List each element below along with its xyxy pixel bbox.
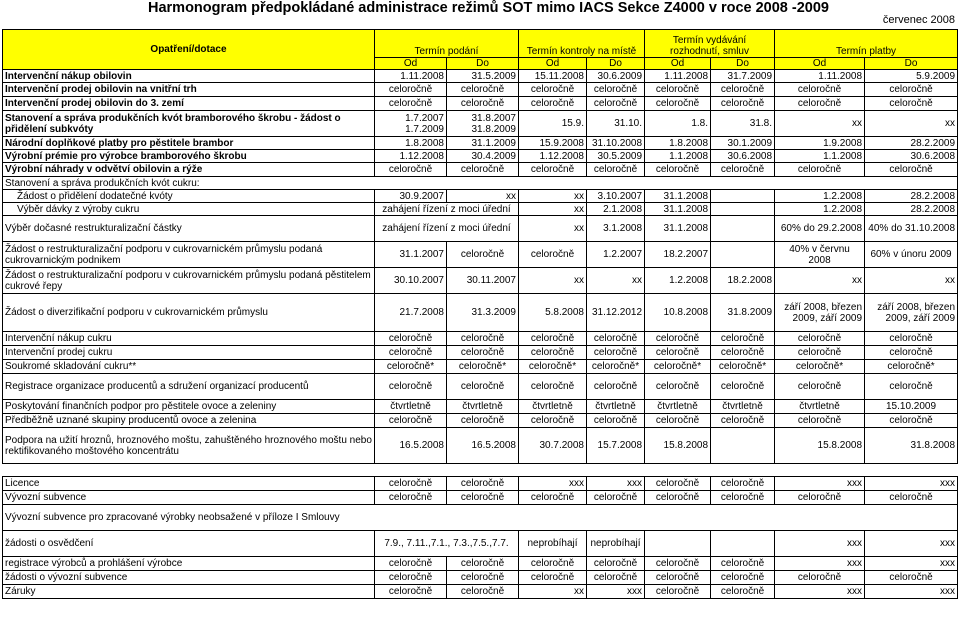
decision-to [711, 428, 775, 464]
row-label: Intervenční prodej obilovin do 3. zemí [3, 97, 375, 111]
submission-to: 31.8.2007 31.8.2009 [447, 111, 519, 137]
payment-to: celoročně [865, 414, 958, 428]
submission-from: 30.10.2007 [375, 268, 447, 294]
payment-to: xx [865, 111, 958, 137]
decision-from: 1.2.2008 [645, 268, 711, 294]
row-label: Poskytování finančních podpor pro pěstitele ovoce a zeleniny [3, 400, 375, 414]
control-from: celoročně* [519, 360, 587, 374]
row-label: Žádost o restrukturalizační podporu v cukrovarnickém průmyslu podaná pěstitelem cukrové řepy [3, 268, 375, 294]
control-to: celoročně [587, 332, 645, 346]
payment-from: září 2008, březen 2009, září 2009 [775, 294, 865, 332]
row-label: Stanovení a správa produkčních kvót bramborového škrobu - žádost o přidělení subkvóty [3, 111, 375, 137]
header-to: Do [587, 58, 645, 70]
decision-from: 31.1.2008 [645, 190, 711, 203]
payment-from: 1.11.2008 [775, 70, 865, 83]
control-to: 2.1.2008 [587, 203, 645, 216]
submission-to: celoročně [447, 83, 519, 97]
payment-to: 30.6.2008 [865, 150, 958, 163]
row-label: Licence [3, 477, 375, 491]
submission-from: 1.8.2008 [375, 137, 447, 150]
payment-from: 1.2.2008 [775, 203, 865, 216]
control-from: xxx [519, 477, 587, 491]
payment-from: celoročně [775, 491, 865, 505]
payment-to: xxx [865, 557, 958, 571]
row-label: Národní doplňkové platby pro pěstitele brambor [3, 137, 375, 150]
payment-from: čtvrtletně [775, 400, 865, 414]
payment-to: celoročně [865, 83, 958, 97]
decision-to: 31.7.2009 [711, 70, 775, 83]
decision-from: celoročně [645, 332, 711, 346]
payment-from: celoročně [775, 346, 865, 360]
payment-from: celoročně [775, 83, 865, 97]
row-label: Žádost o diverzifikační podporu v cukrovarnickém průmyslu [3, 294, 375, 332]
submission-to: celoročně [447, 585, 519, 599]
table-row [3, 97, 958, 111]
submission-from: celoročně [375, 97, 447, 111]
decision-from: 31.1.2008 [645, 216, 711, 242]
row-label: Vývozní subvence pro zpracované výrobky neobsažené v příloze I Smlouvy [3, 505, 958, 531]
submission-from: celoročně [375, 346, 447, 360]
decision-to: 30.1.2009 [711, 137, 775, 150]
row-label: Podpora na užití hroznů, hroznového moštu, zahuštěného hroznového moštu nebo rektifikovaného moštového koncentrátu [3, 428, 375, 464]
decision-to [711, 216, 775, 242]
table-row [3, 374, 958, 400]
control-to: celoročně [587, 414, 645, 428]
decision-from: celoročně [645, 477, 711, 491]
control-from: 30.7.2008 [519, 428, 587, 464]
payment-from: 60% do 29.2.2008 [775, 216, 865, 242]
row-label: Žádost o restrukturalizační podporu v cukrovarnickém průmyslu podaná cukrovarnickým podnikem [3, 242, 375, 268]
spacer-row [3, 464, 958, 477]
decision-from: celoročně [645, 374, 711, 400]
decision-to: celoročně [711, 491, 775, 505]
decision-to: celoročně [711, 414, 775, 428]
control-to: celoročně [587, 374, 645, 400]
payment-to: xxx [865, 531, 958, 557]
submission-from: 21.7.2008 [375, 294, 447, 332]
table-row [3, 332, 958, 346]
decision-from: celoročně [645, 163, 711, 177]
control-from: celoročně [519, 83, 587, 97]
submission-to: xx [447, 190, 519, 203]
decision-from: celoročně [645, 585, 711, 599]
submission-to: celoročně [447, 97, 519, 111]
decision-to [711, 190, 775, 203]
decision-from: 15.8.2008 [645, 428, 711, 464]
table-row [3, 137, 958, 150]
submission-to: čtvrtletně [447, 400, 519, 414]
table-row [3, 203, 958, 216]
decision-to: celoročně [711, 97, 775, 111]
submission-from: celoročně* [375, 360, 447, 374]
table-row [3, 428, 958, 464]
submission-from: 1.7.2007 1.7.2009 [375, 111, 447, 137]
control-from: xx [519, 203, 587, 216]
row-label: Výběr dávky z výroby cukru [3, 203, 375, 216]
control-from: celoročně [519, 374, 587, 400]
payment-from: xx [775, 268, 865, 294]
payment-from: celoročně [775, 163, 865, 177]
control-from: celoročně [519, 557, 587, 571]
control-from: celoročně [519, 414, 587, 428]
payment-to: xxx [865, 477, 958, 491]
submission-from: 1.12.2008 [375, 150, 447, 163]
control-to: xx [587, 268, 645, 294]
submission-from: celoročně [375, 374, 447, 400]
decision-to [711, 203, 775, 216]
row-label: Intervenční nákup obilovin [3, 70, 375, 83]
submission-to: 30.4.2009 [447, 150, 519, 163]
control-to: celoročně [587, 346, 645, 360]
document-date: červenec 2008 [882, 14, 955, 26]
table-row [3, 557, 958, 571]
decision-to: čtvrtletně [711, 400, 775, 414]
control-to: neprobíhají [587, 531, 645, 557]
decision-from: celoročně [645, 491, 711, 505]
control-to: xxx [587, 477, 645, 491]
row-label: Stanovení a správa produkčních kvót cukru: [3, 177, 958, 190]
submission-to: 31.3.2009 [447, 294, 519, 332]
control-from: 5.8.2008 [519, 294, 587, 332]
control-from: 15.11.2008 [519, 70, 587, 83]
control-to: 30.5.2009 [587, 150, 645, 163]
submission-to: celoročně [447, 242, 519, 268]
row-label: Soukromé skladování cukru** [3, 360, 375, 374]
decision-to: 30.6.2008 [711, 150, 775, 163]
control-to: 3.10.2007 [587, 190, 645, 203]
payment-to: 28.2.2009 [865, 137, 958, 150]
control-from: celoročně [519, 346, 587, 360]
page-title: Harmonogram předpokládané administrace režimů SOT mimo IACS Sekce Z4000 v roce 2008 -2009 [148, 0, 829, 16]
control-to: 31.12.2012 [587, 294, 645, 332]
decision-to: celoročně [711, 332, 775, 346]
decision-to: celoročně [711, 83, 775, 97]
submission-to: celoročně [447, 557, 519, 571]
row-label: žádosti o osvědčení [3, 531, 375, 557]
submission-from: zahájení řízení z moci úřední [375, 216, 519, 242]
control-from: xx [519, 216, 587, 242]
payment-from: 1.9.2008 [775, 137, 865, 150]
decision-to: 31.8. [711, 111, 775, 137]
header-from: Od [375, 58, 447, 70]
decision-from: 10.8.2008 [645, 294, 711, 332]
control-to: celoročně [587, 97, 645, 111]
control-from: celoročně [519, 332, 587, 346]
payment-to: xx [865, 268, 958, 294]
table-row [3, 70, 958, 83]
row-label: Registrace organizace producentů a sdružení organizací producentů [3, 374, 375, 400]
decision-from: 1.1.2008 [645, 150, 711, 163]
payment-from: 40% v červnu 2008 [775, 242, 865, 268]
decision-from: 1.8. [645, 111, 711, 137]
table-row [3, 242, 958, 268]
control-from: čtvrtletně [519, 400, 587, 414]
control-to: čtvrtletně [587, 400, 645, 414]
table-row [3, 268, 958, 294]
row-label: Intervenční prodej obilovin na vnitřní trh [3, 83, 375, 97]
submission-from: celoročně [375, 491, 447, 505]
decision-from: celoročně [645, 346, 711, 360]
decision-to: celoročně [711, 163, 775, 177]
table-row [3, 83, 958, 97]
control-from: 15.9. [519, 111, 587, 137]
submission-to: 16.5.2008 [447, 428, 519, 464]
payment-to: celoročně [865, 332, 958, 346]
payment-from: 15.8.2008 [775, 428, 865, 464]
control-from: neprobíhají [519, 531, 587, 557]
table-row [3, 571, 958, 585]
table-row [3, 491, 958, 505]
table-row [3, 414, 958, 428]
decision-to: 31.8.2009 [711, 294, 775, 332]
header-measure: Opatření/dotace [3, 30, 375, 70]
table-row [3, 190, 958, 203]
payment-from: celoročně [775, 97, 865, 111]
header-to: Do [447, 58, 519, 70]
payment-from: xxx [775, 585, 865, 599]
submission-from: zahájení řízení z moci úřední [375, 203, 519, 216]
decision-from: celoročně [645, 571, 711, 585]
submission-from: celoročně [375, 83, 447, 97]
payment-to: 5.9.2009 [865, 70, 958, 83]
header-decision: Termín vydávání rozhodnutí, smluv [645, 30, 775, 58]
control-to: celoročně [587, 557, 645, 571]
decision-to: celoročně [711, 477, 775, 491]
table-row [3, 585, 958, 599]
payment-from: celoročně [775, 571, 865, 585]
submission-to: celoročně [447, 491, 519, 505]
submission-from: celoročně [375, 571, 447, 585]
payment-to: celoročně [865, 346, 958, 360]
payment-from: xxx [775, 531, 865, 557]
control-to: 1.2.2007 [587, 242, 645, 268]
submission-to: celoročně [447, 163, 519, 177]
payment-to: 60% v únoru 2009 [865, 242, 958, 268]
payment-from: celoročně [775, 332, 865, 346]
control-to: celoročně [587, 571, 645, 585]
row-label: Výběr dočasné restrukturalizační částky [3, 216, 375, 242]
decision-to: celoročně [711, 346, 775, 360]
row-label: žádosti o vývozní subvence [3, 571, 375, 585]
decision-from: celoročně* [645, 360, 711, 374]
control-from: celoročně [519, 242, 587, 268]
control-from: celoročně [519, 163, 587, 177]
control-to: 31.10.2008 [587, 137, 645, 150]
payment-to: 28.2.2008 [865, 190, 958, 203]
control-to: 31.10. [587, 111, 645, 137]
control-to: 30.6.2009 [587, 70, 645, 83]
submission-from: celoročně [375, 585, 447, 599]
submission-from: 31.1.2007 [375, 242, 447, 268]
table-row [3, 346, 958, 360]
payment-from: celoročně* [775, 360, 865, 374]
table-row [3, 150, 958, 163]
payment-to: celoročně [865, 571, 958, 585]
header-control: Termín kontroly na místě [519, 30, 645, 58]
payment-to: 40% do 31.10.2008 [865, 216, 958, 242]
payment-from: xxx [775, 477, 865, 491]
control-to: celoročně [587, 83, 645, 97]
decision-to: celoročně [711, 571, 775, 585]
payment-from: 1.2.2008 [775, 190, 865, 203]
header-from: Od [645, 58, 711, 70]
control-from: 15.9.2008 [519, 137, 587, 150]
control-from: celoročně [519, 491, 587, 505]
control-from: xx [519, 268, 587, 294]
table-row [3, 111, 958, 137]
decision-from: celoročně [645, 557, 711, 571]
payment-to: 15.10.2009 [865, 400, 958, 414]
control-from: celoročně [519, 97, 587, 111]
row-label: Záruky [3, 585, 375, 599]
row-label: Výrobní prémie pro výrobce bramborového škrobu [3, 150, 375, 163]
submission-from: celoročně [375, 332, 447, 346]
submission-from: 7.9., 7.11.,7.1., 7.3.,7.5.,7.7. [375, 531, 519, 557]
payment-from: celoročně [775, 374, 865, 400]
decision-from [645, 531, 711, 557]
control-to: celoročně [587, 491, 645, 505]
decision-to [711, 531, 775, 557]
row-label: Předběžně uznané skupiny producentů ovoce a zelenina [3, 414, 375, 428]
submission-from: 1.11.2008 [375, 70, 447, 83]
control-to: 3.1.2008 [587, 216, 645, 242]
decision-from: čtvrtletně [645, 400, 711, 414]
header-from: Od [775, 58, 865, 70]
control-to: celoročně [587, 163, 645, 177]
header-payment: Termín platby [775, 30, 958, 58]
payment-to: xxx [865, 585, 958, 599]
payment-to: celoročně [865, 491, 958, 505]
header-to: Do [865, 58, 958, 70]
header-to: Do [711, 58, 775, 70]
submission-to: celoročně* [447, 360, 519, 374]
decision-to [711, 242, 775, 268]
decision-from: celoročně [645, 97, 711, 111]
control-from: celoročně [519, 571, 587, 585]
decision-to: celoročně [711, 374, 775, 400]
submission-from: celoročně [375, 414, 447, 428]
row-label: Výrobní náhrady v odvětví obilovin a rýže [3, 163, 375, 177]
submission-to: 30.11.2007 [447, 268, 519, 294]
submission-to: 31.5.2009 [447, 70, 519, 83]
payment-to: 31.8.2008 [865, 428, 958, 464]
table-row [3, 360, 958, 374]
control-to: 15.7.2008 [587, 428, 645, 464]
submission-from: čtvrtletně [375, 400, 447, 414]
submission-to: celoročně [447, 374, 519, 400]
table-row [3, 294, 958, 332]
payment-to: celoročně [865, 97, 958, 111]
payment-to: září 2008, březen 2009, září 2009 [865, 294, 958, 332]
payment-from: 1.1.2008 [775, 150, 865, 163]
payment-to: celoročně [865, 163, 958, 177]
submission-to: celoročně [447, 332, 519, 346]
payment-to: 28.2.2008 [865, 203, 958, 216]
payment-from: xx [775, 111, 865, 137]
submission-to: celoročně [447, 477, 519, 491]
submission-from: celoročně [375, 477, 447, 491]
header-from: Od [519, 58, 587, 70]
submission-from: celoročně [375, 557, 447, 571]
control-from: 1.12.2008 [519, 150, 587, 163]
submission-to: celoročně [447, 414, 519, 428]
row-label: registrace výrobců a prohlášení výrobce [3, 557, 375, 571]
decision-from: 31.1.2008 [645, 203, 711, 216]
payment-to: celoročně [865, 374, 958, 400]
control-to: xxx [587, 585, 645, 599]
decision-to: celoročně [711, 557, 775, 571]
table-row [3, 216, 958, 242]
table-row [3, 505, 958, 531]
payment-from: xxx [775, 557, 865, 571]
decision-to: celoročně* [711, 360, 775, 374]
submission-from: 16.5.2008 [375, 428, 447, 464]
table-row [3, 477, 958, 491]
schedule-table [2, 29, 958, 599]
payment-to: celoročně* [865, 360, 958, 374]
table-row [3, 163, 958, 177]
decision-from: 1.8.2008 [645, 137, 711, 150]
decision-from: 18.2.2007 [645, 242, 711, 268]
payment-from: celoročně [775, 414, 865, 428]
decision-to: celoročně [711, 585, 775, 599]
decision-to: 18.2.2008 [711, 268, 775, 294]
decision-from: 1.11.2008 [645, 70, 711, 83]
submission-to: celoročně [447, 346, 519, 360]
submission-to: 31.1.2009 [447, 137, 519, 150]
table-row [3, 400, 958, 414]
submission-from: 30.9.2007 [375, 190, 447, 203]
submission-from: celoročně [375, 163, 447, 177]
decision-from: celoročně [645, 414, 711, 428]
table-row [3, 177, 958, 190]
control-to: celoročně* [587, 360, 645, 374]
decision-from: celoročně [645, 83, 711, 97]
row-label: Intervenční prodej cukru [3, 346, 375, 360]
row-label: Žádost o přidělení dodatečné kvóty [3, 190, 375, 203]
control-from: xx [519, 585, 587, 599]
submission-to: celoročně [447, 571, 519, 585]
header-submission: Termín podání [375, 30, 519, 58]
row-label: Intervenční nákup cukru [3, 332, 375, 346]
table-row [3, 464, 958, 477]
control-from: xx [519, 190, 587, 203]
row-label: Vývozní subvence [3, 491, 375, 505]
table-row [3, 531, 958, 557]
